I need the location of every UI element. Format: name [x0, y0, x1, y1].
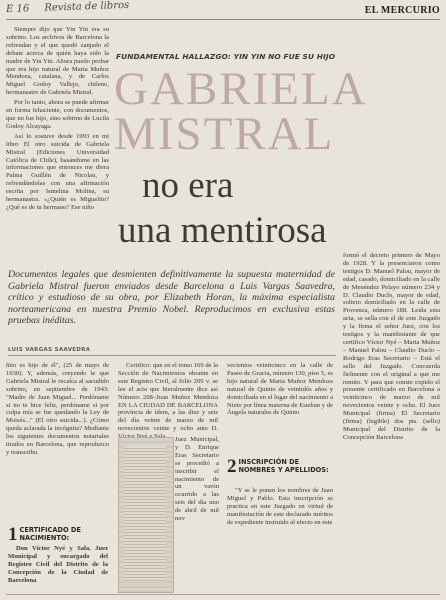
body-column-4 — [227, 487, 333, 591]
masthead: EL MERCURIO — [364, 5, 440, 16]
body-paragraph: formó el decreto primero de Mayo de 1928. Y la presenciaron como testigos D. Manuel Palou, mayor de edad, casado, domiciliado en la calle de Menéndez Pelayo número 234 y D. Claudio Duclo, mayor de edad, soltero domiciliado en la calle de Provenza, número 188. Leída esta acta, se sella con el de este Juzgado y la firma el señor Juez, con los testigos y la manifestante de que certifico Víctor Nyé – Marta Muñoz – Manuel Palou – Claudio Duclo – Rodrigo Eras Secretario – Está el sello del Juzgado. Concuerda fielmente con el original a que me remito. Y para que conste expido el presente certificado en Barcelona a veinticinco de marzo de mil novecientos veinte y ocho. El Juez Municipal (firma) El Secretario (firma) (legible) dos pts. (sello) Municipal del Distrito de la Concepción Barcelona — [343, 252, 440, 441]
body-paragraph: Don Víctor Nyé y Sala, Juez Municipal y encargado del Registro Civil del Distrito de la Concepción de la Ciudad de Barcelona — [8, 545, 108, 584]
body-paragraph: "Y se le ponen los nombres de Juan Miguel y Pablo. Esta inscripción se practica en este Juzgado en virtud de manifestación de este declarado méritos de expediente instruido al efecto en este — [227, 487, 333, 526]
body-column-3 — [227, 362, 333, 450]
subhead-birth-certificate — [8, 524, 108, 587]
right-column — [343, 252, 440, 592]
lead-paragraph: Así lo sostuve desde 1993 en mi libro El otro suicida de Gabriela Mistral (Ediciones Universidad Católica de Chile), basándome en las informaciones que entonces me diera Palma Guillén de Nicolau, y refrendándolas con una afirmación escrita por Ismelina Molina, su hermanastra. «¿Quién es Miguelito? ¿Qué es de tu hermano? Ese niño — [6, 132, 109, 211]
handwritten-note — [6, 0, 130, 15]
handwritten-page-number: E 16 — [5, 3, 30, 16]
body-paragraph: Juez Municipal, y D. Enrique Eras Secretario se procedió a inscribir el nacimiento de un varón ocurrido a las seis del día uno de abril de mil nov — [175, 436, 219, 523]
body-column-narrow — [175, 436, 219, 592]
subhead-names — [227, 456, 333, 477]
lead-paragraph: Siempre dijo que Yin Yin era su sobrino. Los archivos de Barcelona la refrendan y el que quedó zanjado el debate acerca de quién haya sido la madre de Yin Yin. Ahora puedo probar que era hijo natural de Marta Muñoz Mendoza, catalana, y de Carlos Miguel Godoy Vallejo, chileno, hermanastro de Gabriela Mistral. — [6, 26, 109, 97]
byline-rule — [8, 355, 336, 356]
top-rule — [6, 19, 440, 20]
headline-line-2: MISTRAL — [114, 108, 335, 160]
body-paragraph: ñito es hijo de él", (25 de mayo de 1930). Y, además, creyendo le que Gabriela Mistral le recalca al sacudido sobrino, en septiembre de 1943: "Madre de Juan Miguel... Perdóname si no te hice feliz, perdóname si por culpa mía se fue quedando la Ley de Moisés..." (El otro suicida...). ¿Cómo queda aclarada la incógnita? Mediante los siguientes documentos notariales tirados en Barcelona, que reproduzco y transcribo. — [6, 362, 109, 456]
subhead-number: 2 — [227, 456, 237, 477]
body-paragraph: Certifico: que en el tomo 169 de la Sección de Nacimientos obrante en este Registro Civil, al folio 209 v. se lee el acta que literalmente dice así Número 208–Juan Muñoz Mendoza EN LA CIUDAD DE BARCELONA provincia de ídem, a las diez y seis del día veinte de marzo de mil novecientos veinte y ocho ante D. — [118, 362, 218, 433]
body-column-2 — [118, 362, 218, 434]
subhead-text: INSCRIPCIÓN DE NOMBRES Y APELLIDOS: — [238, 458, 329, 474]
lead-paragraph: Por lo tanto, ahora se puede afirmar en forma fehaciente, con documentos, que no fue hijo, sino sobrino de Lucila Godoy Alcayaga. — [6, 99, 109, 130]
byline: LUIS VARGAS SAAVEDRA — [8, 347, 91, 353]
kicker: FUNDAMENTAL HALLAZGO: YIN YIN NO FUE SU HIJO — [116, 52, 336, 61]
body-paragraph: vecientos veinticinco en la calle de Paseo de Gracia, número 130, piso 5, es hijo natural de Marta Muñoz Mendoza natural de Quinto de veintidós años y domiciliada en el lugar del nacimiento a Nieto por línea materna de Esteban y de Ángela naturales de Quinto — [227, 362, 333, 417]
deck: Documentos legales que desmienten definitivamente la supuesta maternidad de Gabriela Mistral fueron enviados desde Barcelona a Luis Vargas Saavedra, crítico y estudioso de su obra, por Elizabeth Horan, la máxima especialista norteamericana en nuestra Premio Nobel. Reproducimos en exclusiva estas pruebas inéditas. — [8, 269, 335, 327]
bottom-rule — [6, 594, 440, 595]
headline-line-3: no era — [142, 165, 234, 206]
subhead-number: 1 — [8, 524, 18, 545]
headline-line-1: GABRIELA — [114, 63, 368, 115]
subhead-text: CERTIFICADO DE NACIMIENTO: — [19, 526, 81, 542]
headline-line-4: una mentirosa — [118, 210, 327, 251]
document-scan — [124, 446, 166, 582]
handwritten-section: Revista de libros — [44, 0, 130, 14]
document-photo — [118, 437, 174, 593]
lead-column — [6, 26, 109, 266]
